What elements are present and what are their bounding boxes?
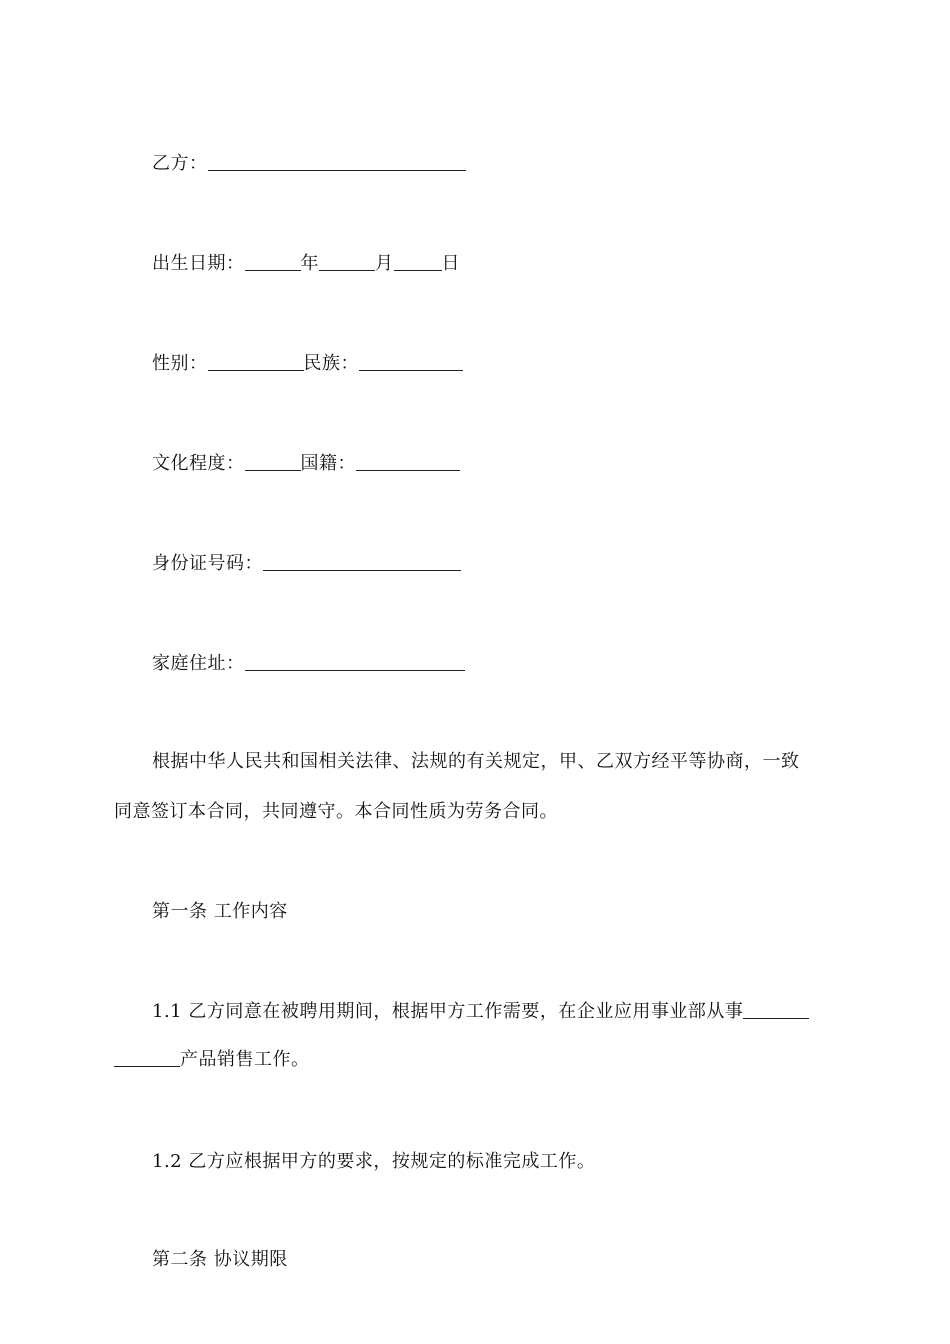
home-address-blank[interactable] <box>245 652 465 671</box>
intro-line-2: 同意签订本合同，共同遵守。本合同性质为劳务合同。 <box>114 801 558 822</box>
party-b-field <box>152 152 466 176</box>
nationality-label: 国籍： <box>300 453 356 474</box>
education-blank[interactable] <box>245 452 301 471</box>
education-nationality-field <box>152 452 460 476</box>
gender-blank[interactable] <box>208 352 304 371</box>
id-number-field <box>152 552 461 576</box>
article-2-title: 第二条 协议期限 <box>152 1249 288 1270</box>
article-1-title: 第一条 工作内容 <box>152 901 288 922</box>
year-label: 年 <box>300 253 319 274</box>
day-label: 日 <box>441 253 460 274</box>
party-b-label: 乙方： <box>152 153 208 174</box>
intro-line-1: 根据中华人民共和国相关法律、法规的有关规定，甲、乙双方经平等协商，一致 <box>152 751 800 772</box>
clause-1-1-line-1 <box>152 1000 809 1024</box>
gender-ethnicity-field <box>152 352 463 376</box>
nationality-blank[interactable] <box>356 452 460 471</box>
clause-1-2: 1.2 乙方应根据甲方的要求，按规定的标准完成工作。 <box>152 1151 596 1172</box>
education-label: 文化程度： <box>152 453 245 474</box>
gender-label: 性别： <box>152 353 208 374</box>
ethnicity-label: 民族： <box>303 353 359 374</box>
month-label: 月 <box>375 253 394 274</box>
birth-year-blank[interactable] <box>245 252 301 271</box>
clause-1-1-text: 1.1 乙方同意在被聘用期间，根据甲方工作需要，在企业应用事业部从事 <box>152 1001 744 1022</box>
job-product-blank-1[interactable] <box>743 1000 809 1019</box>
home-address-label: 家庭住址： <box>152 653 245 674</box>
id-number-blank[interactable] <box>263 552 461 571</box>
home-address-field <box>152 652 465 676</box>
birth-date-label: 出生日期： <box>152 253 245 274</box>
job-product-blank-2[interactable] <box>114 1048 180 1067</box>
birth-date-field <box>152 252 460 276</box>
birth-day-blank[interactable] <box>394 252 442 271</box>
clause-1-1-continuation: 产品销售工作。 <box>180 1049 310 1070</box>
birth-month-blank[interactable] <box>319 252 375 271</box>
ethnicity-blank[interactable] <box>359 352 463 371</box>
clause-1-1-line-2 <box>114 1048 310 1072</box>
id-number-label: 身份证号码： <box>152 553 263 574</box>
party-b-blank[interactable] <box>208 152 466 171</box>
